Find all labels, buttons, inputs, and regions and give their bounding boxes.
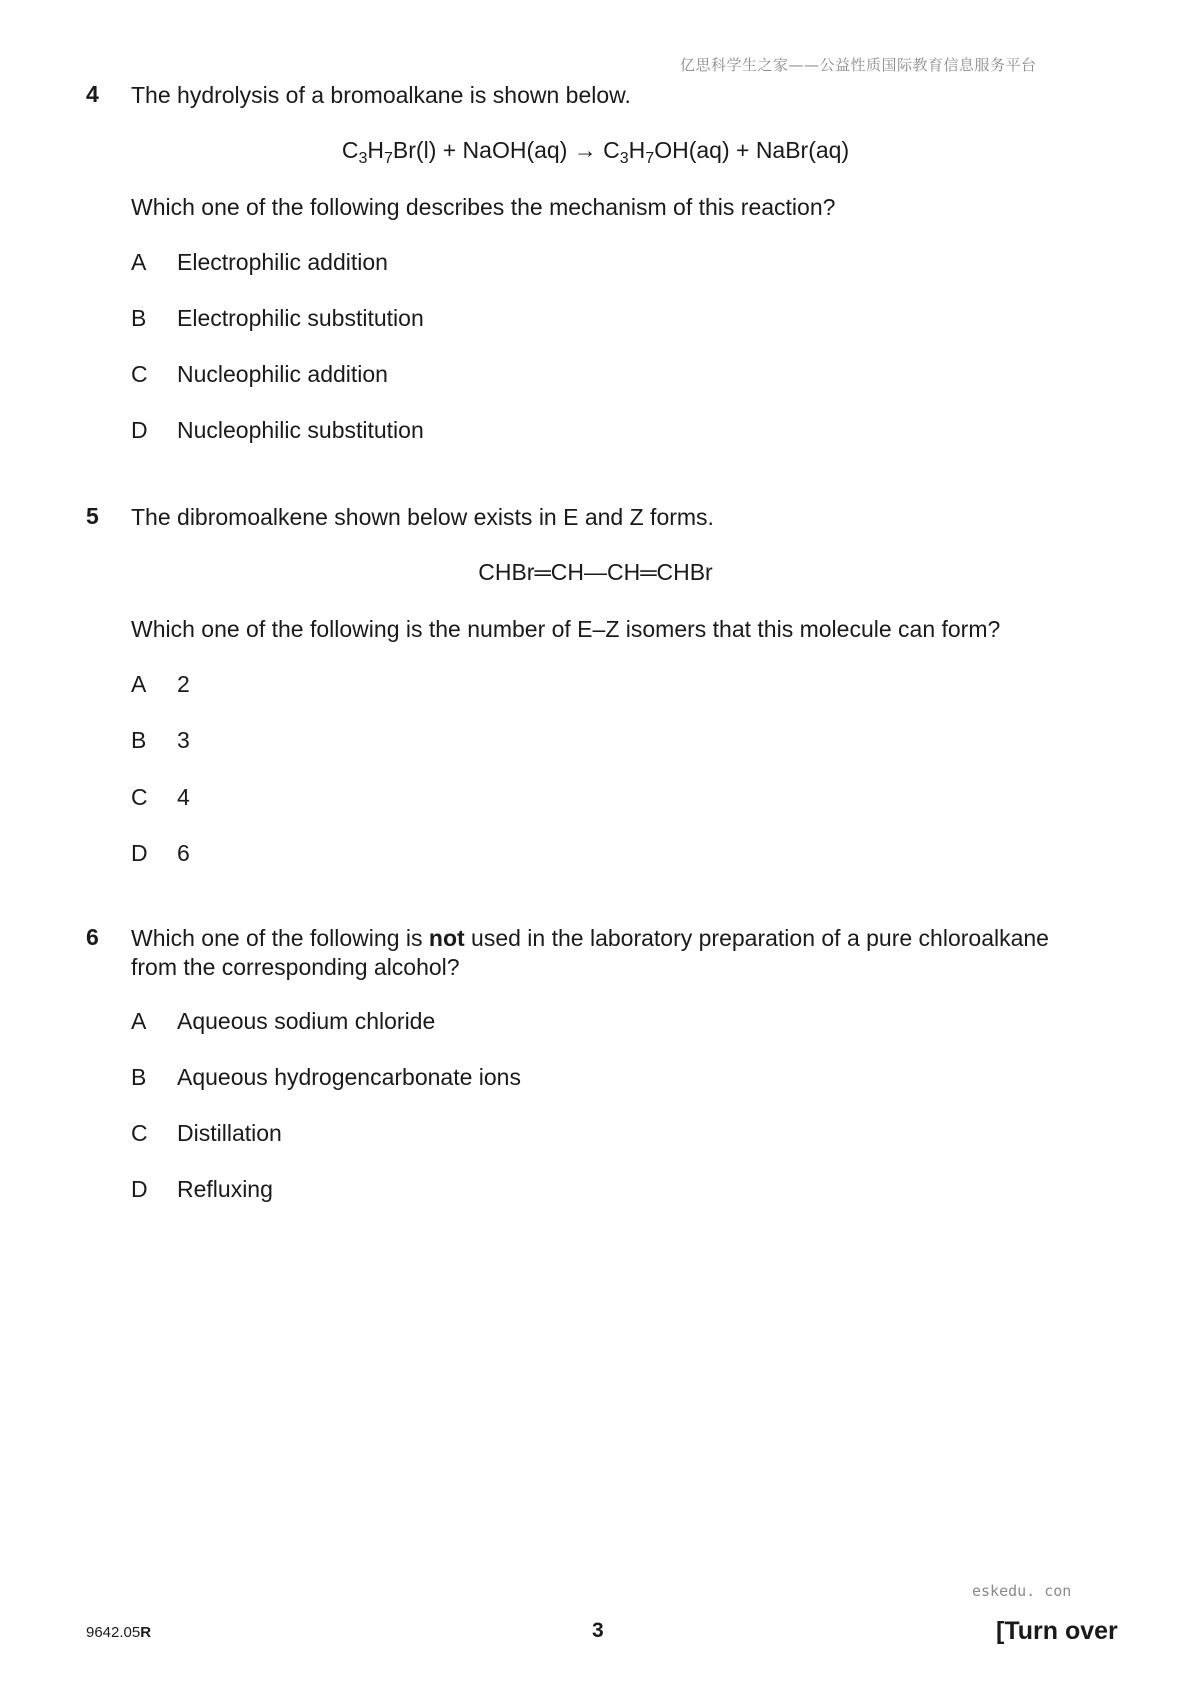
option-text: Distillation (177, 1120, 282, 1146)
option-letter: D (131, 1176, 148, 1202)
option-text: Aqueous hydrogencarbonate ions (177, 1064, 521, 1090)
option-text: 3 (177, 727, 190, 753)
option-letter: A (131, 1008, 147, 1034)
option-letter: A (131, 671, 147, 697)
option-letter: B (131, 305, 147, 331)
option-text: Electrophilic substitution (177, 305, 424, 331)
option-letter: B (131, 1064, 147, 1090)
question-4-stem: The hydrolysis of a bromoalkane is shown below. (131, 82, 631, 108)
option-letter: D (131, 417, 148, 443)
header-watermark: 亿思科学生之家——公益性质国际教育信息服务平台 (680, 56, 1037, 74)
question-5-prompt: Which one of the following is the number of E–Z isomers that this molecule can form? (131, 616, 1001, 642)
option-letter: D (131, 840, 148, 866)
question-6-number: 6 (86, 924, 99, 950)
question-5-formula: CHBr═CH—CH═CHBr (478, 559, 713, 585)
footer-watermark: eskedu. con (972, 1582, 1072, 1600)
option-letter: C (131, 784, 148, 810)
option-text: 4 (177, 784, 190, 810)
option-letter: C (131, 361, 148, 387)
question-5-stem: The dibromoalkene shown below exists in E and Z forms. (131, 504, 714, 530)
emphasis-not: not (428, 925, 465, 951)
option-text: Nucleophilic addition (177, 361, 388, 387)
option-letter: A (131, 249, 147, 275)
question-4-prompt: Which one of the following describes the mechanism of this reaction? (131, 194, 836, 220)
question-4-equation: $C_3H_7Br(l)$ + NaOH(aq) → $C_3H_7OH(aq)$ + NaBr(aq) (341, 137, 850, 167)
option-letter: C (131, 1120, 148, 1146)
option-letter: B (131, 727, 147, 753)
option-text: Electrophilic addition (177, 249, 388, 275)
paper-code: 9642.05R (86, 1624, 152, 1641)
turn-over-label: [Turn over (996, 1617, 1118, 1645)
option-text: Refluxing (177, 1176, 273, 1202)
option-text: 2 (177, 671, 190, 697)
option-text: 6 (177, 840, 190, 866)
page-number: 3 (592, 1619, 604, 1642)
option-text: Aqueous sodium chloride (177, 1008, 436, 1034)
question-5-number: 5 (86, 503, 99, 529)
option-text: Nucleophilic substitution (177, 417, 424, 443)
question-6-stem: Which one of the following is not used in the laboratory preparation of a pure chloroalkane from the corresponding alcohol? (131, 925, 1049, 980)
question-4-number: 4 (86, 81, 99, 107)
